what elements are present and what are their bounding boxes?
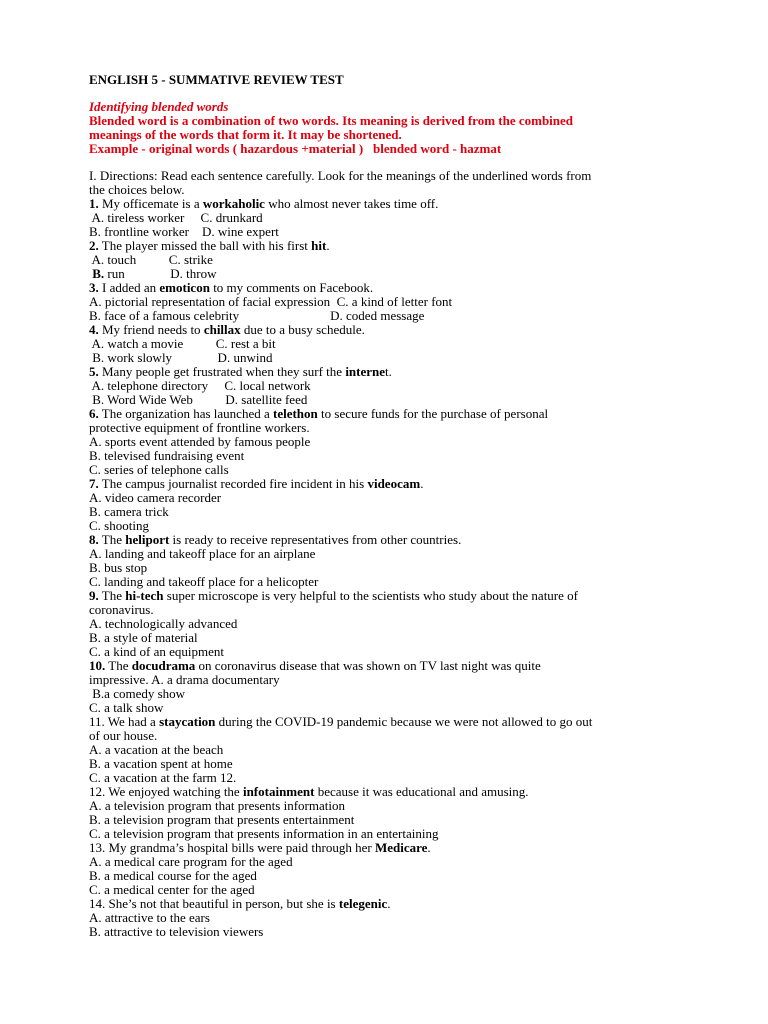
- options-line: B. work slowly D. unwind: [89, 350, 273, 365]
- question-continuation: of our house.: [89, 728, 158, 743]
- question-text: because it was educational and amusing.: [314, 784, 529, 799]
- directions-line-1: I. Directions: Read each sentence carefully. Look for the meanings of the underlined words from: [89, 168, 592, 183]
- blended-word: infotainment: [242, 784, 315, 799]
- question-text: I added an: [98, 280, 160, 295]
- question-text: The: [98, 588, 126, 603]
- blended-word: hit: [311, 238, 327, 253]
- question-10: [89, 659, 541, 673]
- option-a: A. technologically advanced: [89, 616, 238, 631]
- question-text: 14. She’s not that beautiful in person, but she is: [89, 896, 339, 911]
- question-12: [89, 785, 529, 799]
- question-text: The campus journalist recorded fire incident in his: [98, 476, 368, 491]
- question-text: 13. My grandma’s hospital bills were paid through her: [89, 840, 375, 855]
- question-4: [89, 323, 365, 337]
- question-number: 5.: [89, 364, 99, 379]
- directions-line-2: the choices below.: [89, 182, 185, 197]
- option-a: A. attractive to the ears: [89, 910, 210, 925]
- question-text: My officemate is a: [98, 196, 203, 211]
- question-text: is ready to receive representatives from other countries.: [169, 532, 462, 547]
- question-text: due to a busy schedule.: [240, 322, 365, 337]
- question-number: 3.: [89, 280, 99, 295]
- question-text: The: [105, 658, 132, 673]
- question-number: 9.: [89, 588, 99, 603]
- blended-word: docudrama: [131, 658, 196, 673]
- blended-word: interne: [345, 364, 386, 379]
- options-line: A. pictorial representation of facial expression C. a kind of letter font: [89, 294, 453, 309]
- option-a: A. landing and takeoff place for an airplane: [89, 546, 316, 561]
- blended-word: telethon: [273, 406, 318, 421]
- options-line: [89, 267, 216, 281]
- page-title: ENGLISH 5 - SUMMATIVE REVIEW TEST: [89, 72, 344, 87]
- option-a: A. a vacation at the beach: [89, 742, 224, 757]
- intro-definition-line-1: Blended word is a combination of two words. Its meaning is derived from the combined: [89, 113, 574, 128]
- question-text: .: [420, 476, 424, 491]
- option-a: A. video camera recorder: [89, 490, 222, 505]
- question-text: super microscope is very helpful to the scientists who study about the nature of: [163, 588, 578, 603]
- question-number: 4.: [89, 322, 99, 337]
- options-line: B. Word Wide Web D. satellite feed: [89, 392, 308, 407]
- question-text: The: [98, 532, 126, 547]
- question-text: to my comments on Facebook.: [209, 280, 374, 295]
- option-b: B. a style of material: [89, 630, 198, 645]
- question-continuation: protective equipment of frontline workers.: [89, 420, 310, 435]
- options-line: A. tireless worker C. drunkard: [89, 210, 263, 225]
- option-b: B.a comedy show: [89, 686, 186, 701]
- question-number: 1.: [89, 196, 99, 211]
- options-line: A. touch C. strike: [89, 252, 213, 267]
- question-number: 2.: [89, 238, 99, 253]
- option-a: A. a medical care program for the aged: [89, 854, 293, 869]
- option-b: B. camera trick: [89, 504, 169, 519]
- question-text: on coronavirus disease that was shown on TV last night was quite: [195, 658, 541, 673]
- question-number: 8.: [89, 532, 99, 547]
- option-c: C. shooting: [89, 518, 149, 533]
- question-continuation: coronavirus.: [89, 602, 154, 617]
- question-text: .: [427, 840, 431, 855]
- blended-word: staycation: [159, 714, 216, 729]
- question-number: 6.: [89, 406, 99, 421]
- option-b: B. attractive to television viewers: [89, 924, 264, 939]
- blended-word: heliport: [125, 532, 170, 547]
- blended-word: telegenic: [338, 896, 388, 911]
- question-text: The organization has launched a: [98, 406, 273, 421]
- blended-word: hi-tech: [125, 588, 164, 603]
- intro-example: Example - original words ( hazardous +material ) blended word - hazmat: [89, 141, 502, 156]
- blended-word: workaholic: [202, 196, 265, 211]
- question-text: to secure funds for the purchase of personal: [317, 406, 549, 421]
- intro-heading: Identifying blended words: [89, 99, 229, 114]
- option-c: C. series of telephone calls: [89, 462, 229, 477]
- intro-definition-line-2: meanings of the words that form it. It may be shortened.: [89, 127, 402, 142]
- option-text: run D. throw: [104, 266, 217, 281]
- question-9: [89, 589, 578, 603]
- question-text: during the COVID-19 pandemic because we were not allowed to go out: [215, 714, 593, 729]
- option-b: B. bus stop: [89, 560, 148, 575]
- blended-word: videocam: [367, 476, 421, 491]
- option-b: B. televised fundraising event: [89, 448, 245, 463]
- question-text: .: [387, 896, 391, 911]
- blended-word: emoticon: [159, 280, 210, 295]
- question-5: [89, 365, 392, 379]
- option-b: B. a vacation spent at home: [89, 756, 233, 771]
- blended-word: Medicare: [374, 840, 428, 855]
- option-b: B. a medical course for the aged: [89, 868, 257, 883]
- question-text: .: [326, 238, 330, 253]
- question-8: [89, 533, 461, 547]
- option-c: C. a kind of an equipment: [89, 644, 225, 659]
- question-text: Many people get frustrated when they surf the: [98, 364, 346, 379]
- question-number: 7.: [89, 476, 99, 491]
- question-7: [89, 477, 423, 491]
- question-6: [89, 407, 548, 421]
- question-1: [89, 197, 438, 211]
- question-continuation: impressive. A. a drama documentary: [89, 672, 280, 687]
- question-14: [89, 897, 391, 911]
- options-line: B. face of a famous celebrity D. coded message: [89, 308, 425, 323]
- question-number: 10.: [89, 658, 106, 673]
- question-3: [89, 281, 373, 295]
- question-text: who almost never takes time off.: [264, 196, 439, 211]
- option-c: C. a television program that presents information in an entertaining: [89, 826, 439, 841]
- question-text: 12. We enjoyed watching the: [89, 784, 243, 799]
- options-line: B. frontline worker D. wine expert: [89, 224, 279, 239]
- options-line: A. telephone directory C. local network: [89, 378, 311, 393]
- option-a: A. sports event attended by famous people: [89, 434, 311, 449]
- option-a: A. a television program that presents information: [89, 798, 345, 813]
- options-line: A. watch a movie C. rest a bit: [89, 336, 276, 351]
- question-2: [89, 239, 330, 253]
- option-b: B. a television program that presents entertainment: [89, 812, 355, 827]
- question-text: t.: [385, 364, 392, 379]
- option-c: C. a vacation at the farm 12.: [89, 770, 237, 785]
- option-c: C. a talk show: [89, 700, 164, 715]
- option-c: C. a medical center for the aged: [89, 882, 255, 897]
- option-c: C. landing and takeoff place for a helicopter: [89, 574, 319, 589]
- question-text: The player missed the ball with his first: [98, 238, 312, 253]
- question-text: 11. We had a: [89, 714, 160, 729]
- question-11: [89, 715, 592, 729]
- option-letter: B.: [92, 266, 105, 281]
- blended-word: chillax: [203, 322, 241, 337]
- question-13: [89, 841, 431, 855]
- question-text: My friend needs to: [98, 322, 204, 337]
